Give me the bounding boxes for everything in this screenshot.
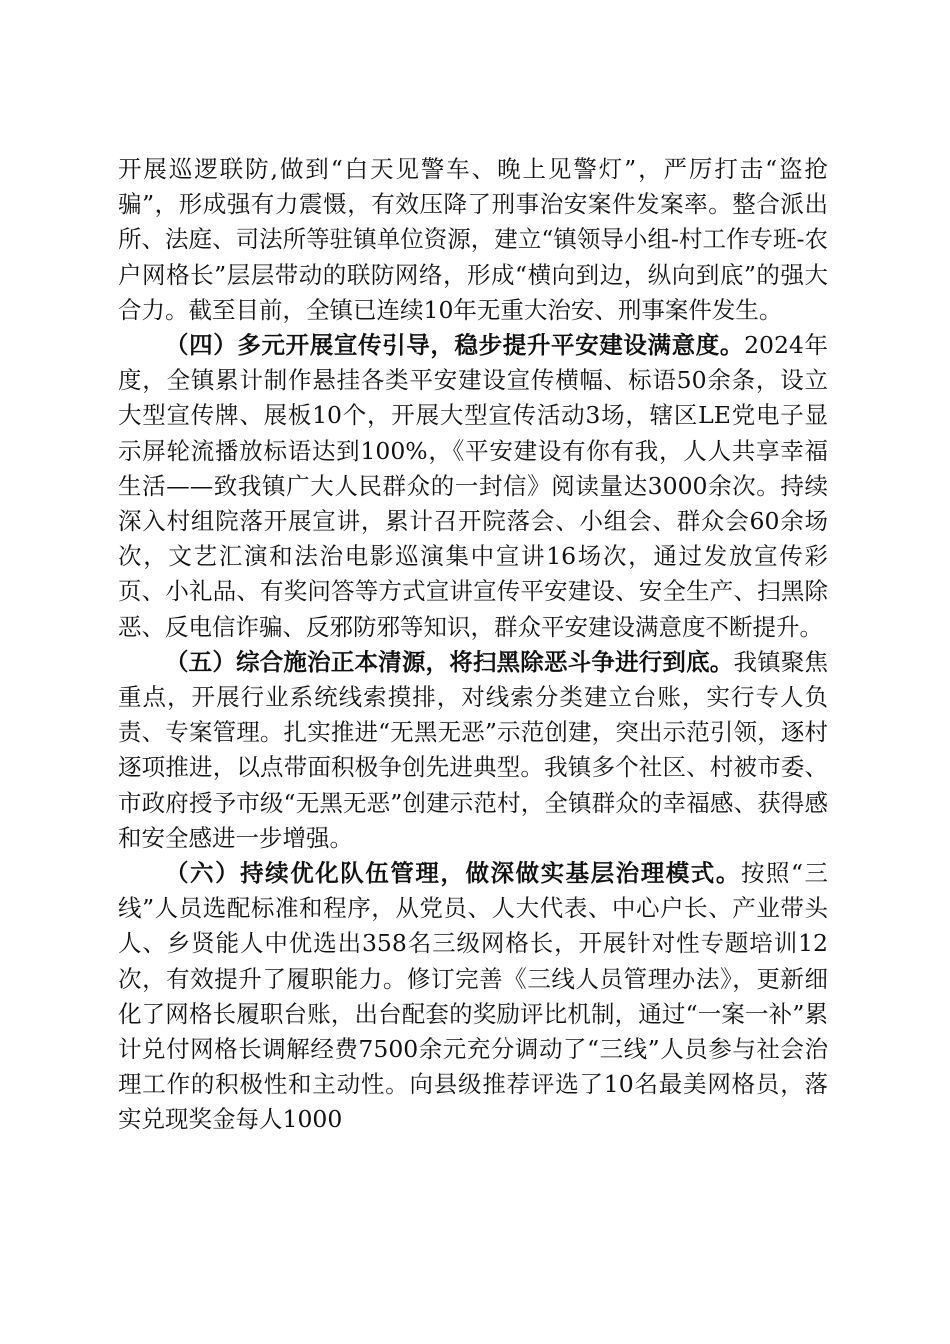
paragraph-body: 开展巡逻联防,做到“白天见警车、晚上见警灯”，严厉打击“盗抢骗”，形成强有力震慑，有效压降了刑事治安案件发案率。整合派出所、法庭、司法所等驻镇单位资源，建立“镇领导小组-村工作专班-农户网格长”层层带动的联防网络，形成“横向到边，纵向到底”的强大合力。截至目前，全镇已连续10年无重大治安、刑事案件发生。 (118, 155, 828, 324)
paragraph-body: 我镇聚焦重点，开展行业系统线索摸排，对线索分类建立台账，实行专人负责、专案管理。扎实推进“无黑无恶”示范创建，突出示范引领，逐村逐项推进，以点带面积极争创先进典型。我镇多个社区、村被市委、市政府授予市级“无黑无恶”创建示范村，全镇群众的幸福感、获得感和安全感进一步增强。 (118, 647, 829, 852)
paragraph-body: 按照“三线”人员选配标准和程序，从党员、人大代表、中心户长、产业带头人、乡贤能人中优选出358名三级网格长，开展针对性专题培训12次，有效提升了履职能力。修订完善《三线人员管理办法》，更新细化了网格长履职台账，出台配套的奖励评比机制，通过“一案一补”累计兑付网格长调解经费7500余元充分调动了“三线”人员参与社会治理工作的积极性和主动性。向县级推荐评选了10名最美网格员，落实兑现奖金每人1000 (118, 859, 829, 1134)
section-heading: （六）持续优化队伍管理，做深做实基层治理模式。 (165, 859, 741, 888)
section-heading: （四）多元开展宣传引导，稳步提升平安建设满意度。 (165, 331, 745, 360)
paragraph-continuation (118, 152, 828, 328)
paragraph-section-4 (118, 328, 828, 645)
document-page (118, 152, 828, 1138)
paragraph-section-6 (118, 856, 828, 1138)
paragraph-section-5 (118, 645, 828, 856)
paragraph-body: 2024年度，全镇累计制作悬挂各类平安建设宣传横幅、标语50余条，设立大型宣传牌、展板10个，开展大型宣传活动3场，辖区LE党电子显示屏轮流播放标语达到100%，《平安建设有你有我，人人共享幸福生活——致我镇广大人民群众的一封信》阅读量达3000余次。持续深入村组院落开展宣讲，累计召开院落会、小组会、群众会60余场次，文艺汇演和法治电影巡演集中宣讲16场次，通过发放宣传彩页、小礼品、有奖问答等方式宣讲宣传平安建设、安全生产、扫黑除恶、反电信诈骗、反邪防邪等知识，群众平安建设满意度不断提升。 (118, 331, 828, 641)
section-heading: （五）综合施治正本清源，将扫黑除恶斗争进行到底。 (165, 647, 734, 676)
